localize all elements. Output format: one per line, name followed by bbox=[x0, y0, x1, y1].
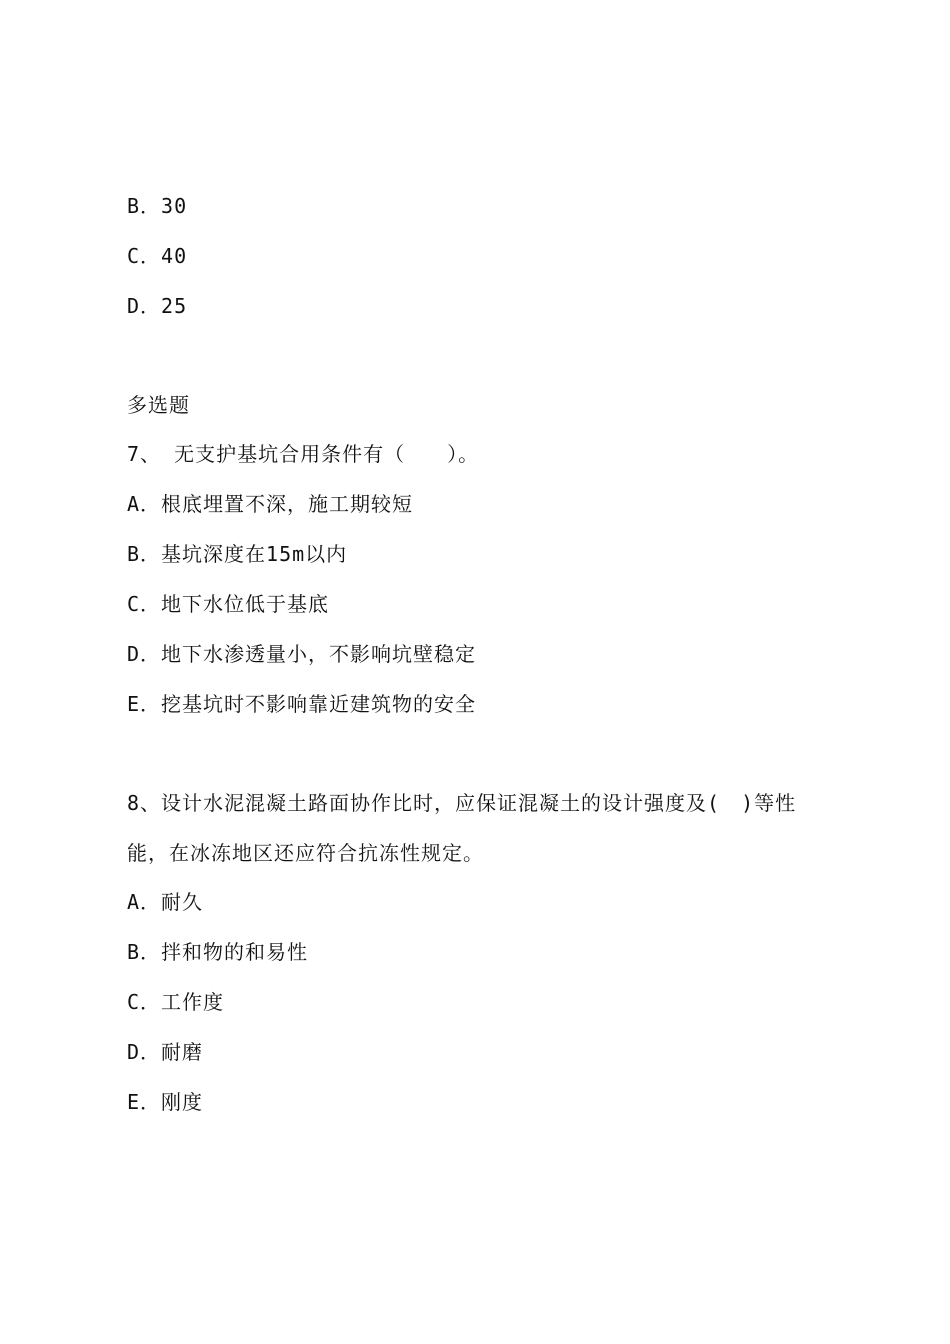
option-letter: D． bbox=[127, 1040, 162, 1064]
q7-option-d bbox=[127, 641, 476, 667]
q7-stem: 7、 无支护基坑合用条件有（ ）。 bbox=[127, 442, 480, 466]
option-letter: E． bbox=[127, 692, 162, 716]
option-letter: C． bbox=[127, 244, 162, 268]
q6-option-c bbox=[127, 243, 187, 269]
option-letter: C． bbox=[127, 990, 162, 1014]
q8-stem-line-2: 能，在冰冻地区还应符合抗冻性规定。 bbox=[127, 841, 484, 865]
q8-option-b bbox=[127, 939, 308, 965]
option-text: 刚度 bbox=[161, 1090, 204, 1114]
option-letter: B． bbox=[127, 940, 162, 964]
section-heading: 多选题 bbox=[127, 393, 190, 417]
option-text: 耐久 bbox=[161, 890, 204, 914]
option-text: 挖基坑时不影响靠近建筑物的安全 bbox=[161, 692, 477, 716]
option-letter: C． bbox=[127, 592, 162, 616]
option-letter: D． bbox=[127, 642, 162, 666]
q8-option-c bbox=[127, 989, 224, 1015]
option-text: 30 bbox=[161, 194, 188, 218]
option-letter: E． bbox=[127, 1090, 162, 1114]
option-text: 25 bbox=[161, 294, 188, 318]
option-text: 40 bbox=[161, 244, 188, 268]
q8-option-e bbox=[127, 1089, 203, 1115]
option-text: 地下水位低于基底 bbox=[161, 592, 330, 616]
option-letter: D． bbox=[127, 294, 162, 318]
q8-option-a bbox=[127, 889, 203, 915]
option-text: 耐磨 bbox=[161, 1040, 204, 1064]
option-text: 地下水渗透量小，不影响坑壁稳定 bbox=[161, 642, 477, 666]
q8-stem-line-1: 8、设计水泥混凝土路面协作比时，应保证混凝土的设计强度及( )等性 bbox=[127, 791, 797, 815]
option-text: 拌和物的和易性 bbox=[161, 940, 309, 964]
q7-option-c bbox=[127, 591, 329, 617]
q8-option-d bbox=[127, 1039, 203, 1065]
option-letter: A． bbox=[127, 492, 162, 516]
option-letter: B． bbox=[127, 542, 162, 566]
q6-option-b bbox=[127, 193, 187, 219]
q7-option-b bbox=[127, 541, 347, 567]
option-text: 根底埋置不深，施工期较短 bbox=[161, 492, 414, 516]
q7-option-e bbox=[127, 691, 476, 717]
option-text: 工作度 bbox=[161, 990, 225, 1014]
option-letter: A． bbox=[127, 890, 162, 914]
q7-option-a bbox=[127, 491, 413, 517]
option-letter: B． bbox=[127, 194, 162, 218]
q6-option-d bbox=[127, 293, 187, 319]
option-text: 基坑深度在15m以内 bbox=[161, 542, 348, 566]
